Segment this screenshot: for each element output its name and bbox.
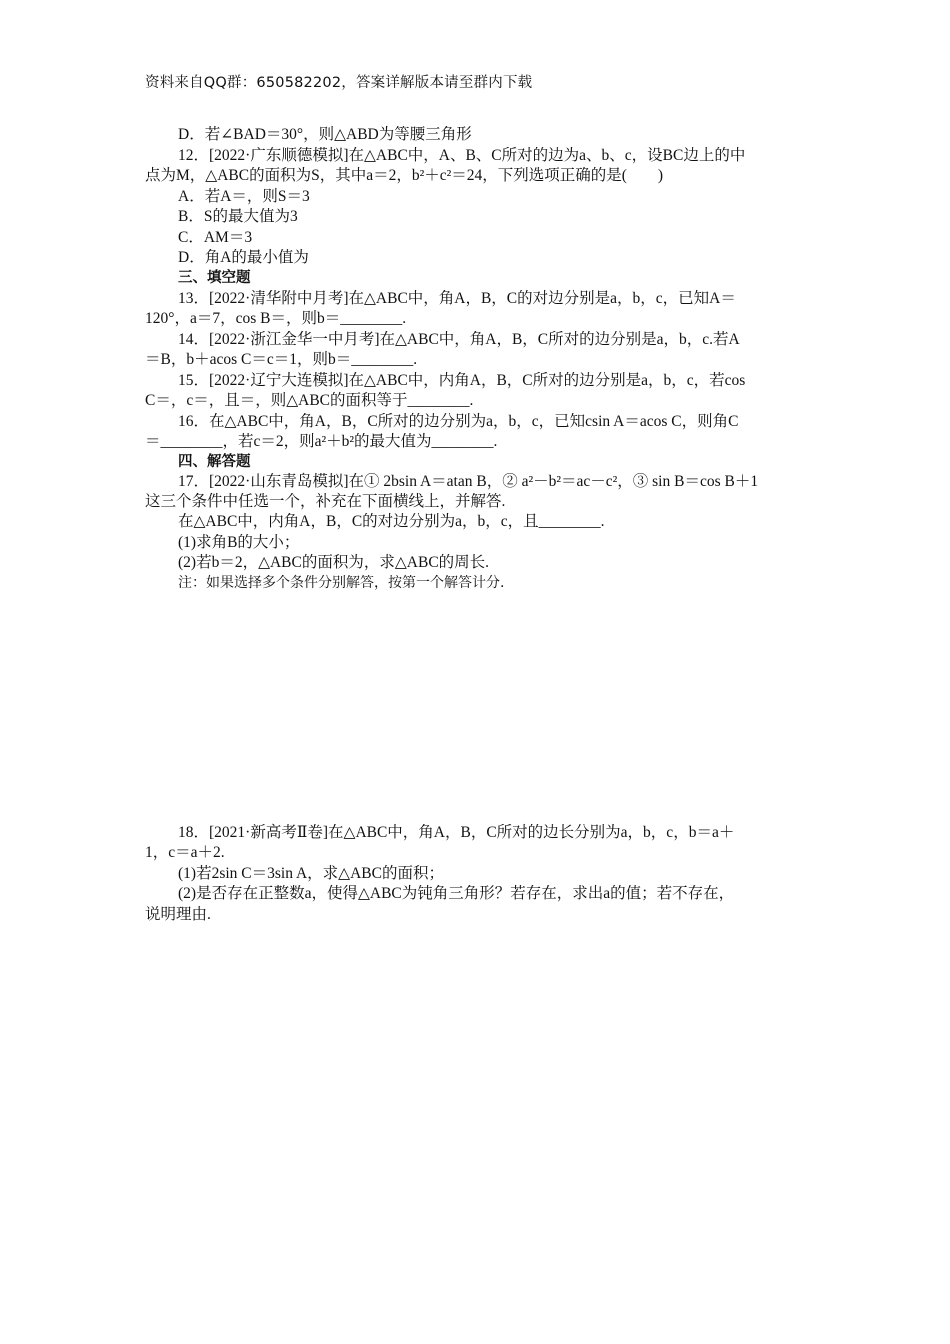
q12-stem-line1: 12．[2022·广东顺德模拟]在△ABC中，A、B、C所对的边为a、b、c，设BC边上的中 [178, 147, 746, 164]
q12-option-b: B．S的最大值为3 [178, 208, 298, 225]
q15-line1: 15．[2022·辽宁大连模拟]在△ABC中，内角A，B，C所对的边分别是a，b，c，若cos [178, 372, 746, 389]
q17-line3: 在△ABC中，内角A，B，C的对边分别为a，b，c，且________. [178, 513, 605, 530]
q16-line2: ＝________，若c＝2，则a²＋b²的最大值为________. [145, 433, 498, 450]
q12-option-d: D．角A的最小值为 [178, 249, 309, 266]
section-heading-solutions: 四、解答题 [178, 454, 251, 470]
q12-option-a: A．若A＝，则S＝3 [178, 188, 310, 205]
q16-line1: 16．在△ABC中，角A，B，C所对的边分别为a，b，c，已知csin A＝acos C，则角C [178, 413, 739, 430]
q18-part2-line1: (2)是否存在正整数a，使得△ABC为钝角三角形？若存在，求出a的值；若不存在， [178, 885, 735, 902]
q18-line1: 18．[2021·新高考Ⅱ卷]在△ABC中，角A，B，C所对的边长分别为a，b，c，b＝a＋ [178, 824, 735, 841]
q17-line2: 这三个条件中任选一个，补充在下面横线上，并解答. [145, 493, 506, 510]
q13-line2: 120°，a＝7，cos B＝，则b＝________. [145, 310, 407, 327]
q14-line2: ＝B，b＋acos C＝c＝1，则b＝________. [145, 351, 418, 368]
q17-part1: (1)求角B的大小； [178, 534, 300, 551]
source-header: 资料来自QQ群：650582202，答案详解版本请至群内下载 [145, 75, 533, 91]
q11-option-d: D．若∠BAD＝30°，则△ABD为等腰三角形 [178, 126, 472, 143]
q12-stem-line2: 点为M，△ABC的面积为S，其中a＝2，b²＋c²＝24，下列选项正确的是( ) [145, 167, 664, 184]
q17-part2: (2)若b＝2，△ABC的面积为，求△ABC的周长. [178, 554, 490, 571]
q13-line1: 13．[2022·清华附中月考]在△ABC中，角A，B，C的对边分别是a，b，c，已知A＝ [178, 290, 736, 307]
q18-line2: 1，c＝a＋2. [145, 844, 225, 861]
q18-part2-line2: 说明理由. [145, 906, 211, 923]
q18-part1: (1)若2sin C＝3sin A，求△ABC的面积； [178, 865, 444, 882]
section-heading-fill-in: 三、填空题 [178, 270, 251, 286]
q17-line1: 17．[2022·山东青岛模拟]在① 2bsin A＝atan B，② a²－b²＝ac－c²，③ sin B＝cos B＋1 [178, 473, 759, 490]
q12-option-c: C．AM＝3 [178, 229, 253, 246]
q14-line1: 14．[2022·浙江金华一中月考]在△ABC中，角A，B，C所对的边分别是a，b，c.若A [178, 331, 740, 348]
q17-note: 注：如果选择多个条件分别解答，按第一个解答计分. [178, 575, 505, 591]
q15-line2: C＝，c＝，且＝，则△ABC的面积等于________. [145, 392, 474, 409]
